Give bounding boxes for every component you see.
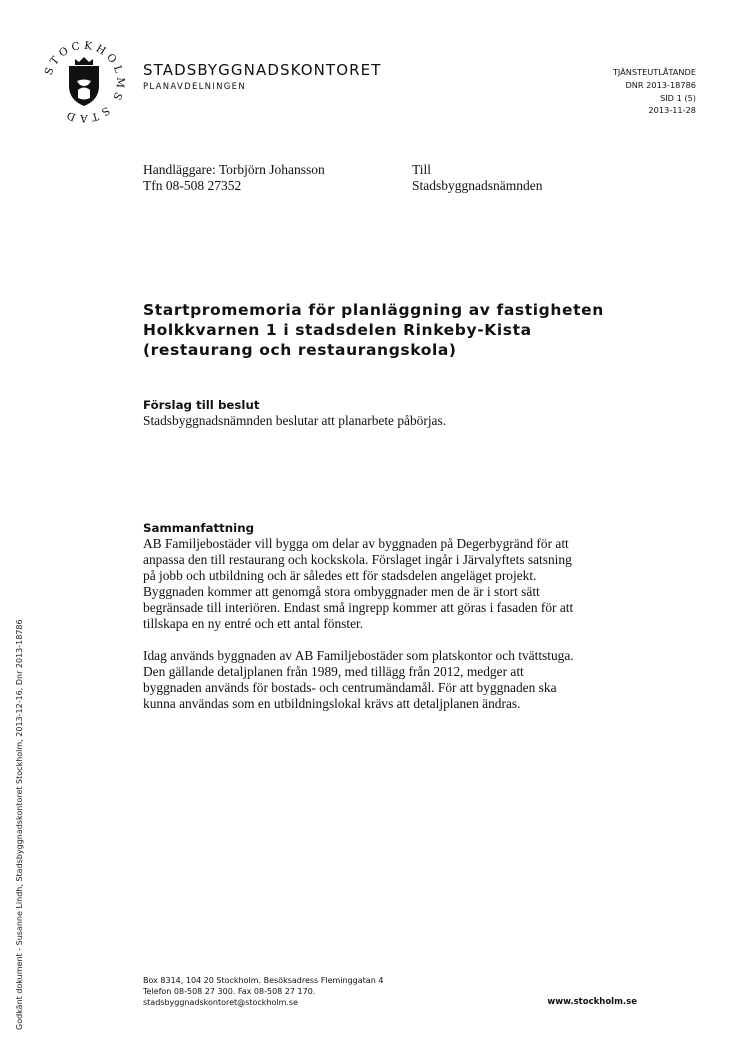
document-number: DNR 2013-18786 xyxy=(625,79,696,90)
handler-name: Handläggare: Torbjörn Johansson xyxy=(143,162,325,177)
proposal-text: Stadsbyggnadsnämnden beslutar att planarbete påbörjas. xyxy=(143,413,447,428)
text-line: begränsade till interiören. Endast små ingrepp kommer att göras i fasaden för att xyxy=(143,600,574,615)
document-meta xyxy=(613,66,696,117)
handler-phone: Tfn 08-508 27352 xyxy=(143,178,242,193)
summary-section xyxy=(143,521,643,712)
text-line: anpassa den till restaurang och kockskola. Förslaget ingår i Järvalyftets satsning xyxy=(143,552,572,567)
text-line: tillskapa en ny entré och ett antal fönster. xyxy=(143,616,364,631)
recipient-label: Till xyxy=(412,162,432,177)
summary-heading: Sammanfattning xyxy=(143,521,255,535)
footer-phone: Telefon 08-508 27 300. Fax 08-508 27 170. xyxy=(143,987,316,997)
summary-paragraph-2 xyxy=(143,648,643,712)
proposal-heading: Förslag till beslut xyxy=(143,398,260,412)
proposal-section xyxy=(143,398,643,429)
document-date: 2013-11-28 xyxy=(648,105,696,116)
summary-body xyxy=(143,536,643,712)
recipient-block xyxy=(412,162,543,194)
footer-website[interactable]: www.stockholm.se xyxy=(547,997,637,1007)
text-line: byggnaden används för bostads- och centrumändamål. För att byggnaden ska xyxy=(143,680,557,695)
text-line: Den gällande detaljplanen från 1989, med tillägg från 2012, medger att xyxy=(143,664,524,679)
department-name: PLANAVDELNINGEN xyxy=(143,82,247,92)
footer-address-block xyxy=(143,975,383,1009)
document-type: TJÄNSTEUTLÅTANDE xyxy=(612,67,696,77)
org-name: STADSBYGGNADSKONTORET xyxy=(143,61,382,79)
text-line: Idag används byggnaden av AB Familjebostäder som platskontor och tvättstuga. xyxy=(143,648,574,663)
title-line: Holkkvarnen 1 i stadsdelen Rinkeby-Kista xyxy=(143,321,532,339)
handler-block xyxy=(143,162,325,194)
footer-address: Box 8314, 104 20 Stockholm. Besöksadress Fleminggatan 4 xyxy=(143,976,384,985)
text-line: Byggnaden kommer att genomgå stora ombyggnader men de är i stort sätt xyxy=(143,584,540,599)
title-line: (restaurang och restaurangskola) xyxy=(143,341,457,359)
title-line: Startpromemoria för planläggning av fastigheten xyxy=(143,301,604,319)
text-line: på jobb och utbildning och är således ett för stadsdelen angeläget projekt. xyxy=(143,568,537,583)
page-number: SID 1 (5) xyxy=(660,92,696,103)
document-title xyxy=(143,300,663,360)
text-line: kunna användas som en utbildningslokal krävs att detaljplanen ändras. xyxy=(143,696,521,711)
recipient-name: Stadsbyggnadsnämnden xyxy=(412,178,543,193)
summary-paragraph-1 xyxy=(143,536,643,632)
logo-ring-text: STOCKHOLMS STAD xyxy=(42,39,127,125)
approval-side-note: Godkänt dokument - Susanne Lindh, Stadsbyggnadskontoret Stockholm, 2013-12-16, Dnr 2013-18786 xyxy=(15,619,24,1030)
footer-email[interactable]: stadsbyggnadskontoret@stockholm.se xyxy=(143,998,298,1008)
stockholms-stad-logo xyxy=(38,36,130,128)
text-line: AB Familjebostäder vill bygga om delar av byggnaden på Degerbygränd för att xyxy=(143,536,569,551)
